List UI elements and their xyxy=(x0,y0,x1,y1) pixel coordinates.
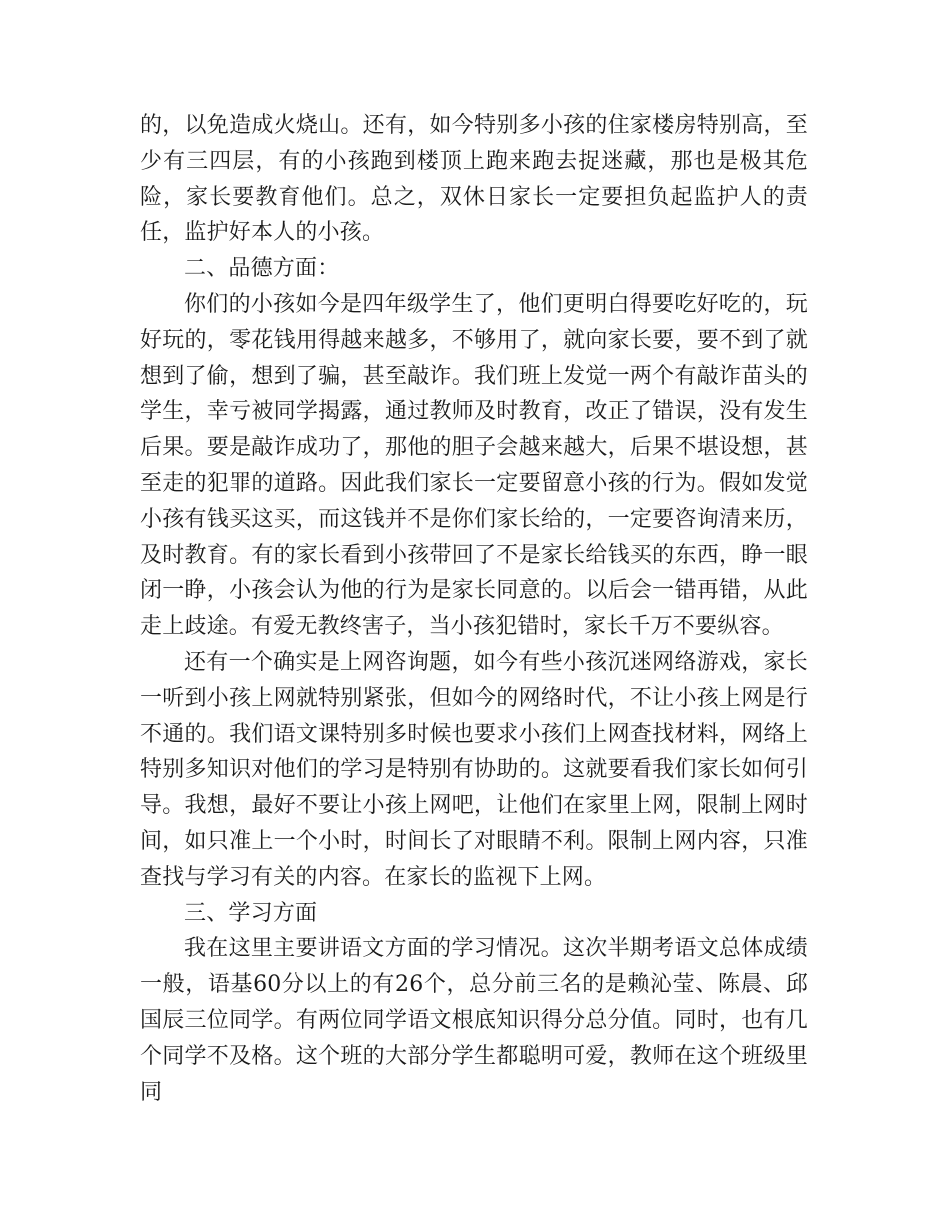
section-heading-study: 三、学习方面 xyxy=(184,900,318,926)
paragraph-morality: 你们的小孩如今是四年级学生了，他们更明白得要吃好吃的，玩好玩的，零花钱用得越来越多，不够用了，就向家长要，要不到了就想到了偷，想到了骗，甚至敲诈。我们班上发觉一两个有敲诈苗头的学生，幸亏被同学揭露，通过教师及时教育，改正了错误，没有发生后果。要是敲诈成功了，那他的胆子会越来越大，后果不堪设想，甚至走的犯罪的道路。因此我们家长一定要留意小孩的行为。假如发觉小孩有钱买这买，而这钱并不是你们家长给的，一定要咨询清来历，及时教育。有的家长看到小孩带回了不是家长给钱买的东西，睁一眼闭一睁，小孩会认为他的行为是家长同意的。以后会一错再错，从此走上歧途。有爱无教终害子，当小孩犯错时，家长千万不要纵容。 xyxy=(140,291,808,640)
paragraph-safety-continued: 的，以免造成火烧山。还有，如今特别多小孩的住家楼房特别高，至少有三四层，有的小孩跑到楼顶上跑来跑去捉迷藏，那也是极其危险，家长要教育他们。总之，双休日家长一定要担负起监护人的责任，监护好本人的小孩。 xyxy=(140,113,808,246)
document-page xyxy=(140,108,808,1110)
section-heading-morality: 二、品德方面： xyxy=(184,256,340,282)
paragraph-study: 我在这里主要讲语文方面的学习情况。这次半期考语文总体成绩一般，语基60分以上的有26个，总分前三名的是赖沁莹、陈晨、邱国辰三位同学。有两位同学语文根底知识得分总分值。同时，也有几个同学不及格。这个班的大部分学生都聪明可爱，教师在这个班级里同 xyxy=(140,936,808,1105)
paragraph-internet: 还有一个确实是上网咨询题，如今有些小孩沉迷网络游戏，家长一听到小孩上网就特别紧张，但如今的网络时代，不让小孩上网是行不通的。我们语文课特别多时候也要求小孩们上网查找材料，网络上特别多知识对他们的学习是特别有协助的。这就要看我们家长如何引导。我想，最好不要让小孩上网吧，让他们在家里上网，限制上网时间，如只准上一个小时，时间长了对眼睛不利。限制上网内容，只准查找与学习有关的内容。在家长的监视下上网。 xyxy=(140,649,808,890)
